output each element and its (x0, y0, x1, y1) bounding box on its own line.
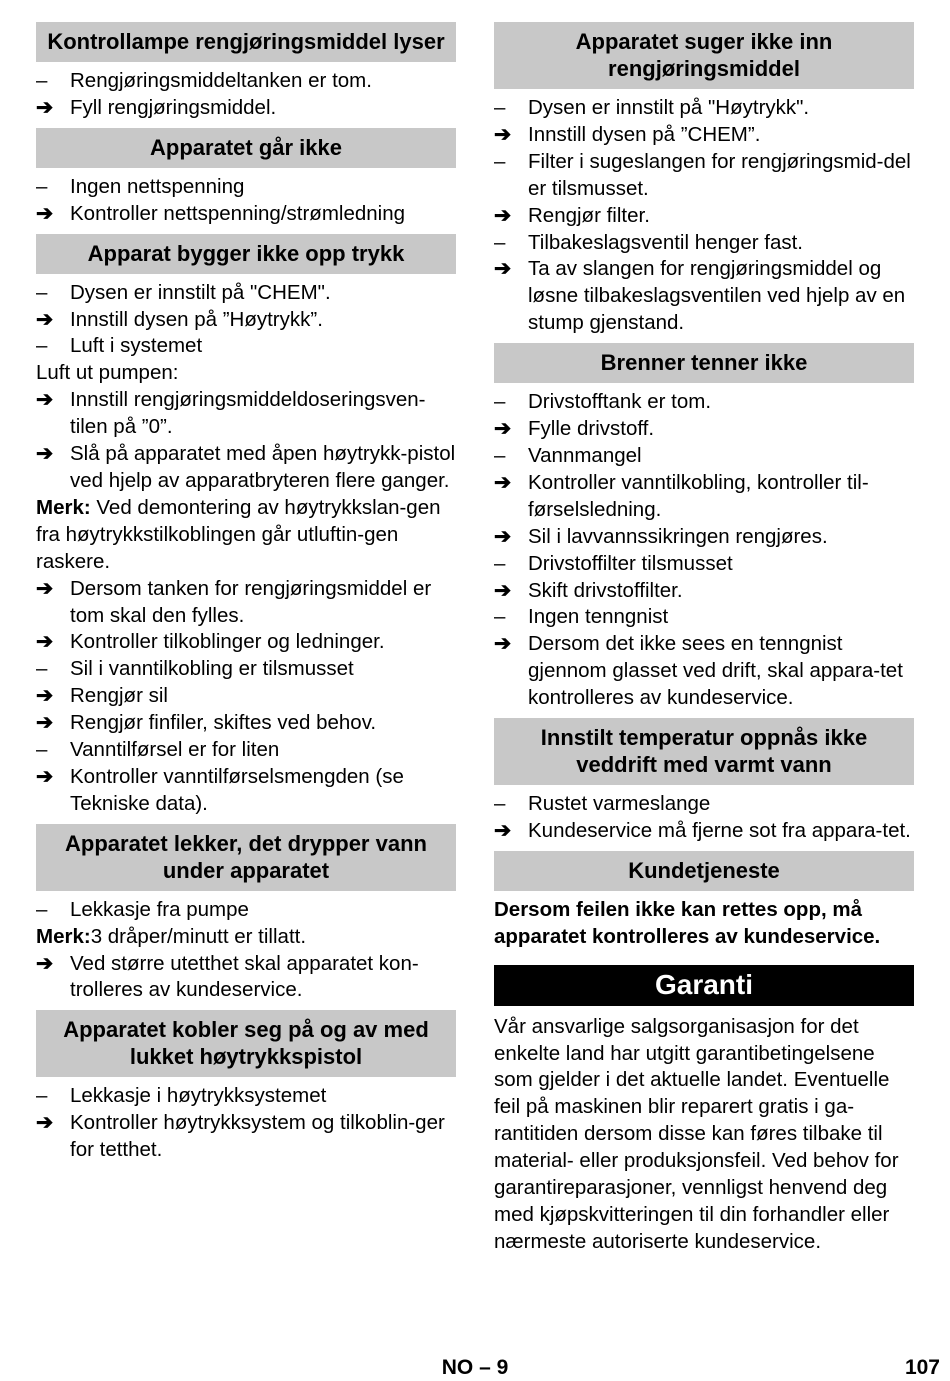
item-text: Kontroller høytrykksystem og tilkoblin-ger for tetthet. (70, 1111, 445, 1162)
item-text: Kontroller nettspenning/strømledning (70, 201, 406, 225)
note-paragraph (36, 495, 456, 576)
action-item (36, 201, 456, 228)
item-text: Rengjør filter. (528, 203, 650, 227)
action-item (494, 203, 914, 230)
arrow-icon: ➔ (494, 578, 512, 602)
section-heading: Innstilt temperatur oppnås ikke veddrift med varmt vann (494, 718, 914, 785)
item-text: Rengjøringsmiddeltanken er tom. (70, 69, 372, 92)
dash-marker: – (36, 69, 48, 92)
dash-marker: – (36, 174, 48, 198)
action-item (36, 387, 456, 441)
cause-item (36, 174, 456, 201)
section (494, 718, 914, 851)
section (494, 851, 914, 957)
cause-item (494, 149, 914, 203)
item-text: Lekkasje fra pumpe (70, 897, 249, 921)
note-label: Merk: (36, 495, 91, 519)
arrow-icon: ➔ (36, 201, 54, 225)
dash-marker: – (494, 149, 506, 173)
cause-item (494, 230, 914, 257)
note-label: Merk: (36, 924, 91, 948)
item-text: Filter i sugeslangen for rengjøringsmid-del er tilsmusset. (528, 149, 911, 200)
bold-paragraph: Dersom feilen ikke kan rettes opp, må apparatet kontrolleres av kundeservice. (494, 897, 881, 948)
item-text: Kontroller tilkoblinger og ledninger. (70, 630, 385, 654)
section (36, 1010, 456, 1170)
cause-item (36, 280, 456, 307)
cause-item (36, 656, 456, 683)
section-heading: Kundetjeneste (494, 851, 914, 891)
arrow-icon: ➔ (494, 632, 512, 656)
right-sections (494, 22, 914, 957)
action-item (494, 631, 914, 712)
dash-marker: – (494, 96, 506, 119)
arrow-icon: ➔ (36, 684, 54, 708)
action-item (494, 578, 914, 605)
action-item (494, 524, 914, 551)
item-text: Vannmangel (528, 443, 642, 467)
cause-item (494, 604, 914, 631)
cause-item (36, 737, 456, 764)
section-heading: Apparat bygger ikke opp trykk (36, 234, 456, 274)
arrow-icon: ➔ (36, 711, 54, 735)
cause-item (36, 1083, 456, 1110)
item-text: Lekkasje i høytrykksystemet (70, 1084, 327, 1108)
item-text: Kundeservice må fjerne sot fra appara-tet. (528, 818, 911, 842)
item-text: Innstill dysen på ”Høytrykk”. (70, 307, 323, 331)
section (494, 343, 914, 718)
action-item (36, 1110, 456, 1164)
page-number: 107 (904, 1356, 940, 1379)
arrow-icon: ➔ (36, 630, 54, 654)
dash-marker: – (494, 390, 506, 414)
action-item (36, 764, 456, 818)
item-text: Dysen er innstilt på "Høytrykk". (528, 96, 810, 119)
cause-item (494, 551, 914, 578)
arrow-icon: ➔ (494, 524, 512, 548)
section-heading: Kontrollampe rengjøringsmiddel lyser (36, 22, 456, 62)
item-text: Slå på apparatet med åpen høytrykk-pistol ved hjelp av apparatbryteren flere ganger. (70, 442, 456, 492)
action-item (36, 951, 456, 1005)
dash-marker: – (494, 230, 506, 254)
action-item (494, 416, 914, 443)
arrow-icon: ➔ (36, 951, 54, 975)
section (494, 22, 914, 343)
section-heading: Apparatet suger ikke inn rengjøringsmiddel (494, 22, 914, 89)
footer-section-label: NO – 9 (441, 1356, 509, 1379)
arrow-icon: ➔ (36, 388, 54, 412)
action-item (36, 95, 456, 122)
action-item (494, 122, 914, 149)
note-paragraph (36, 924, 456, 951)
section (36, 824, 456, 1011)
item-text: Sil i vanntilkobling er tilsmusset (70, 657, 354, 681)
arrow-icon: ➔ (494, 122, 512, 146)
item-text: Fyll rengjøringsmiddel. (70, 95, 277, 119)
cause-item (36, 897, 456, 924)
plain-paragraph: Luft ut pumpen: (36, 361, 179, 385)
action-item (36, 307, 456, 334)
action-item (494, 256, 914, 337)
item-text: Ingen tenngnist (528, 605, 669, 629)
item-text: Rengjør sil (70, 684, 168, 708)
note-text: Ved demontering av høytrykkslan-gen fra høytrykkstilkoblingen går utluftin-gen raskere. (36, 495, 441, 573)
action-item (494, 470, 914, 524)
cause-item (494, 389, 914, 416)
dash-marker: – (36, 1084, 48, 1108)
action-item (494, 818, 914, 845)
item-text: Rustet varmeslange (528, 792, 711, 816)
note-text: 3 dråper/minutt er tillatt. (90, 924, 307, 948)
item-text: Rengjør finfiler, skiftes ved behov. (70, 711, 377, 735)
action-item (36, 683, 456, 710)
dash-marker: – (494, 551, 506, 575)
item-text: Innstill rengjøringsmiddeldoseringsven-tilen på ”0”. (70, 388, 426, 439)
right-column (494, 22, 914, 1256)
section-heading: Apparatet lekker, det drypper vann under apparatet (36, 824, 456, 891)
dash-marker: – (494, 792, 506, 816)
section-heading: Apparatet kobler seg på og av med lukket høytrykkspistol (36, 1010, 456, 1077)
item-text: Kontroller vanntilførselsmengden (se Tekniske data). (70, 764, 404, 815)
cause-item (494, 443, 914, 470)
arrow-icon: ➔ (494, 257, 512, 281)
item-text: Kontroller vanntilkobling, kontroller til-førselsledning. (528, 470, 869, 521)
item-text: Tilbakeslagsventil henger fast. (528, 230, 803, 254)
item-text: Drivstofftank er tom. (528, 390, 712, 414)
action-item (36, 441, 456, 495)
cause-item (494, 791, 914, 818)
dash-marker: – (36, 334, 48, 358)
section (36, 22, 456, 128)
item-text: Ingen nettspenning (70, 174, 245, 198)
dash-marker: – (36, 280, 48, 304)
item-text: Dersom tanken for rengjøringsmiddel er tom skal den fylles. (70, 576, 432, 627)
dash-marker: – (494, 443, 506, 467)
cause-item (36, 68, 456, 95)
item-text: Ved større utetthet skal apparatet kon-trolleres av kundeservice. (70, 951, 419, 1002)
item-text: Dersom det ikke sees en tenngnist gjennom glasset ved drift, skal appara-tet kontrolleres av kundeservice. (528, 632, 903, 710)
item-text: Fylle drivstoff. (528, 417, 655, 441)
arrow-icon: ➔ (494, 417, 512, 441)
section (36, 128, 456, 234)
arrow-icon: ➔ (36, 307, 54, 331)
section (36, 234, 456, 824)
action-item (36, 576, 456, 630)
section-heading: Brenner tenner ikke (494, 343, 914, 383)
dash-marker: – (36, 897, 48, 921)
dash-marker: – (494, 605, 506, 629)
section-heading: Apparatet går ikke (36, 128, 456, 168)
left-column (36, 22, 456, 1170)
arrow-icon: ➔ (36, 576, 54, 600)
garanti-text: Vår ansvarlige salgsorganisasjon for det enkelte land har utgitt garantibetingelsene som gjelder i det aktuelle landet. Eventuelle feil på maskinen blir reparert gratis i ga-rantitiden dersom disse kan føres tilbake til material- eller produksjonsfeil. Ved behov for garantireparasjoner, vennligst henvend deg med kjøpskvitteringen til din forhandler eller nærmeste autoriserte kundeservice. (494, 1014, 899, 1253)
item-text: Sil i lavvannssikringen rengjøres. (528, 524, 828, 548)
item-text: Drivstoffilter tilsmusset (528, 551, 733, 575)
cause-item (494, 95, 914, 122)
action-item (36, 710, 456, 737)
arrow-icon: ➔ (36, 764, 54, 788)
arrow-icon: ➔ (494, 818, 512, 842)
garanti-heading: Garanti (494, 965, 914, 1006)
action-item (36, 629, 456, 656)
cause-item (36, 333, 456, 360)
arrow-icon: ➔ (36, 95, 54, 119)
dash-marker: – (36, 738, 48, 762)
item-text: Dysen er innstilt på "CHEM". (70, 280, 331, 304)
item-text: Skift drivstoffilter. (528, 578, 683, 602)
item-text: Luft i systemet (70, 334, 203, 358)
item-text: Ta av slangen for rengjøringsmiddel og løsne tilbakeslagsventilen ved hjelp av en stump gjenstand. (528, 257, 906, 335)
item-text: Vanntilførsel er for liten (70, 738, 280, 762)
dash-marker: – (36, 657, 48, 681)
arrow-icon: ➔ (36, 442, 54, 466)
arrow-icon: ➔ (494, 203, 512, 227)
arrow-icon: ➔ (36, 1111, 54, 1135)
arrow-icon: ➔ (494, 470, 512, 494)
item-text: Innstill dysen på ”CHEM”. (528, 122, 761, 146)
